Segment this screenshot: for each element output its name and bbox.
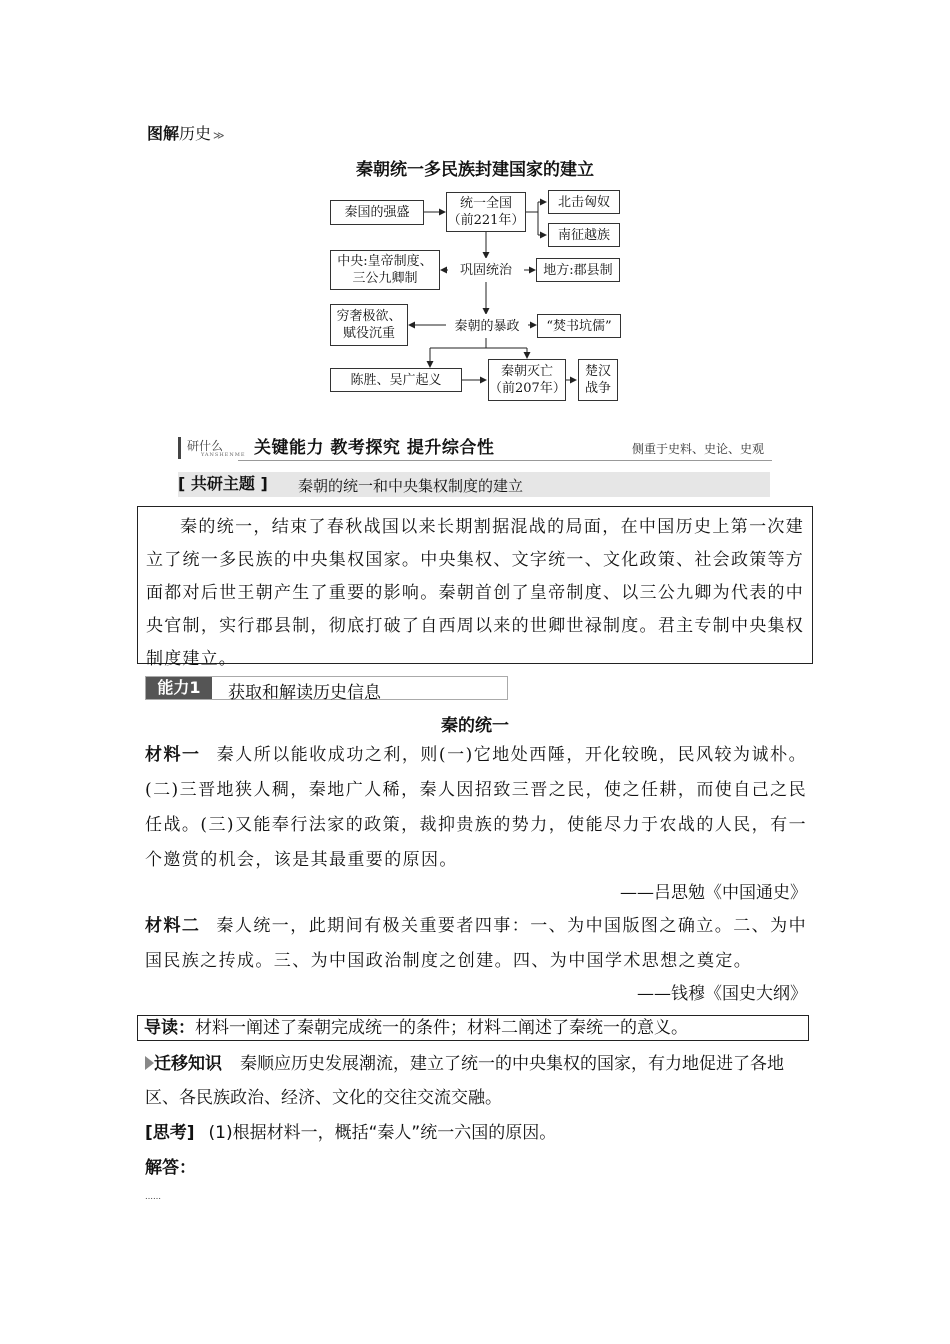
node-qin-strength: 秦国的强盛 [330,200,424,225]
node-chuhan-war [578,359,618,401]
node-unify [446,192,526,232]
node-yuezu: 南征越族 [548,223,620,247]
section-label-bold: 图解 [147,124,180,143]
node-chuhan-line2: 战争 [584,381,611,396]
node-unify-line1: 统一全国 [459,196,512,211]
node-central-line2: 三公九卿制 [352,271,418,286]
node-fall [488,359,566,401]
node-chuhan-line1: 楚汉 [584,364,611,379]
node-xiongnu: 北击匈奴 [548,190,620,214]
flow-diagram [0,0,950,420]
banner-side-text: 侧重于史料、史论、史观 [631,442,764,456]
ability-heading [145,676,508,703]
banner-logo-subtext: YANSHENME [201,452,246,458]
node-extravagance [330,304,408,346]
material-one-label: 材料一 [145,745,201,765]
node-uprising: 陈胜、吴广起义 [330,368,462,392]
diagram-title: 秦朝统一多民族封建国家的建立 [356,160,594,180]
theme-text: 秦朝的统一和中央集权制度的建立 [298,477,524,495]
material-one [145,738,807,878]
intro-box [137,506,813,669]
answer-label: 解答： [145,1158,196,1178]
think-text: (1)根据材料一，概括“秦人”统一六国的原因。 [208,1123,557,1143]
node-extravagance-line2: 赋役沉重 [342,326,395,341]
double-chevron-icon: ≫ [213,129,225,142]
material-two [145,909,807,979]
key-ability-banner [178,431,772,461]
material-two-source: ——钱穆《国史大纲》 [637,984,807,1004]
material-two-text: 秦人统一，此期间有极关重要者四事：一、为中国版图之确立。二、为中国民族之抟成。三、为中国政治制度之创建。四、为中国学术思想之奠定。 [145,916,807,971]
section-label-rest: 历史 [179,124,212,143]
node-unify-line2: （前221年） [447,213,525,228]
section-title: 秦的统一 [441,716,509,736]
material-two-label: 材料二 [145,916,201,936]
reading-guide [137,1015,809,1041]
transfer-text: 秦顺应历史发展潮流，建立了统一的中央集权的国家，有力地促进了各地区、各民族政治、经济、文化的交往交流交融。 [145,1054,784,1108]
node-fall-line1: 秦朝灭亡 [500,364,553,379]
banner-logo [178,437,246,459]
node-extravagance-line1: 穷奢极欲、 [336,309,402,324]
node-consolidate: 巩固统治 [448,258,524,282]
transfer-label: 迁移知识 [154,1054,222,1074]
triangle-marker-icon [145,1056,154,1070]
node-tyranny: 秦朝的暴政 [446,314,528,338]
guide-label: 导读： [144,1018,195,1038]
node-central-line1: 中央:皇帝制度、 [337,254,433,269]
node-central [330,250,440,290]
node-local: 地方:郡县制 [536,258,620,282]
node-burning-books: “焚书坑儒” [537,314,621,338]
transfer-knowledge [145,1047,809,1115]
intro-paragraph: 秦的统一，结束了春秋战国以来长期割据混战的局面，在中国历史上第一次建立了统一多民族的中央集权国家。中央集权、文字统一、文化政策、社会政策等方面都对后世王朝产生了重要的影响。秦朝首创了皇帝制度、以三公九卿为代表的中央官制，实行郡县制，彻底打破了自西周以来的世卿世禄制度。君主专制中央集权制度建立。 [146,517,804,669]
material-one-source: ——吕思勉《中国通史》 [620,883,807,903]
banner-divider [238,460,772,461]
think-question [145,1118,556,1143]
think-label: [思考] [145,1123,195,1143]
answer-placeholder-dots: …… [145,1192,161,1201]
guide-text: 材料一阐述了秦朝完成统一的条件；材料二阐述了秦统一的意义。 [195,1018,688,1038]
theme-tag: [ 共研主题 ] [178,474,268,493]
banner-main-text: 关键能力 教考探究 提升综合性 [254,438,495,458]
banner-logo-text: 研什么 [187,439,224,453]
ability-text: 获取和解读历史信息 [228,683,381,703]
theme-bar [178,472,770,497]
material-one-text: 秦人所以能收成功之利，则(一)它地处西陲，开化较晚，民风较为诚朴。(二)三晋地狭人稠，秦地广人稀，秦人因招致三晋之民，使之任耕，而使自己之民任战。(三)又能奉行法家的政策，裁抑贵族的势力，使能尽力于农战的人民，有一个邀赏的机会，该是其最重要的原因。 [145,745,807,870]
ability-number: 能力1 [146,677,212,699]
node-fall-line2: （前207年） [489,381,566,396]
